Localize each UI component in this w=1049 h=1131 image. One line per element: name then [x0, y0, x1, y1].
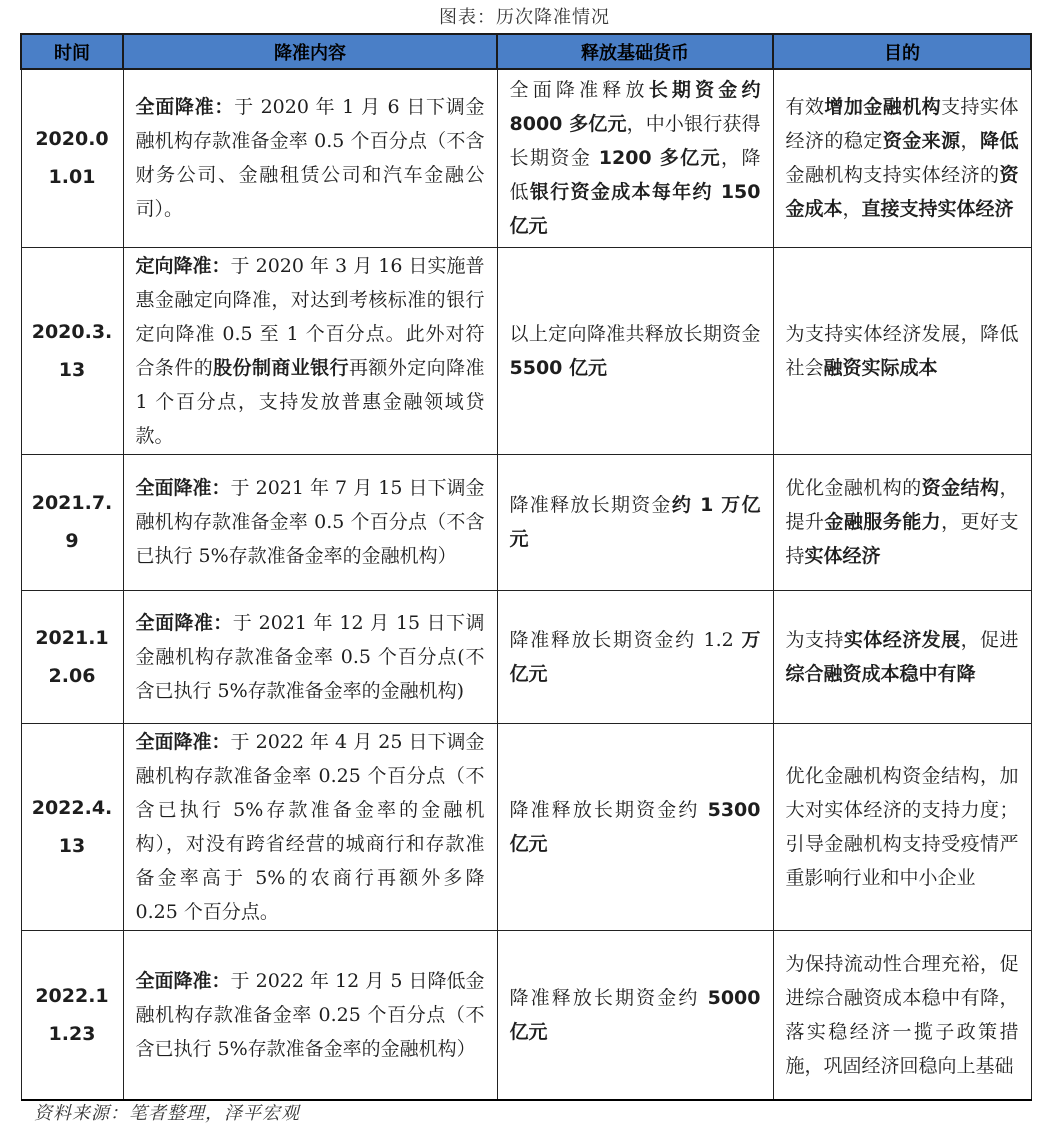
text-span: 于 2022 年 12 月 5 日降低金融机构存款准备金率 0.25 个百分点（不含已执行 5%存款准备金率的金融机构）: [135, 969, 485, 1060]
bold-text: 5500 亿元: [509, 356, 607, 379]
text-span: 于 2021 年 12 月 15 日下调金融机构存款准备金率 0.5 个百分点(不含已执行 5%存款准备金率的金融机构): [135, 611, 485, 702]
bold-text: 全面降准：: [135, 96, 235, 119]
bold-text: 融资实际成本: [823, 356, 938, 379]
bold-text: 实体经济: [804, 545, 881, 567]
table-row: [21, 590, 1031, 723]
purpose-cell: [773, 69, 1031, 247]
header-release: 释放基础货币: [497, 34, 773, 69]
content-cell: [123, 590, 497, 723]
release-cell: [497, 590, 773, 723]
text-span: 降准释放长期资金约: [509, 798, 708, 821]
bold-text: 万亿元: [509, 628, 761, 685]
bold-text: 资金来源: [882, 130, 961, 153]
bold-text: 直接支持实体经济: [861, 198, 1014, 221]
bold-text: 定向降准：: [135, 254, 231, 277]
bold-text: 全面降准：: [135, 477, 231, 499]
content-cell: [123, 454, 497, 590]
text-span: 降准释放长期资金: [509, 494, 672, 516]
date-cell: 2022.4.13: [21, 723, 123, 930]
purpose-cell: [773, 723, 1031, 930]
bold-text: 综合融资成本稳中有降: [785, 662, 976, 685]
bold-text: 资金结构: [921, 477, 1000, 499]
text-span: 金融机构支持实体经济的: [785, 164, 1000, 187]
text-span: 优化金融机构的: [785, 477, 922, 499]
text-span: 于 2020 年 1 月 6 日下调金融机构存款准备金率 0.5 个百分点（不含财务公司、金融租赁公司和汽车金融公司）。: [135, 96, 485, 221]
text-span: 再额外定向降准 1 个百分点，支持发放普惠金融领域贷款。: [135, 356, 485, 447]
release-cell: [497, 930, 773, 1100]
bold-text: 降低: [980, 130, 1019, 153]
table-row: [21, 247, 1031, 454]
date-cell: 2021.12.06: [21, 590, 123, 723]
date-cell: 2021.7.9: [21, 454, 123, 590]
date-cell: 2020.3.13: [21, 247, 123, 454]
text-span: 于 2020 年 3 月 16 日实施普惠金融定向降准，对达到考核标准的银行定向降准 0.5 至 1 个百分点。此外对符合条件的: [135, 254, 485, 379]
content-cell: [123, 930, 497, 1100]
header-purpose: 目的: [773, 34, 1031, 69]
purpose-cell: [773, 454, 1031, 590]
text-span: ，: [842, 198, 862, 221]
text-span: ，: [960, 130, 980, 153]
table-row: [21, 454, 1031, 590]
bold-text: 约 1 万亿元: [509, 494, 761, 550]
bold-text: 金融服务能力: [824, 511, 942, 533]
bold-text: 1200 多亿元: [598, 147, 722, 170]
text-span: 于 2021 年 7 月 15 日下调金融机构存款准备金率 0.5 个百分点（不含已执行 5%存款准备金率的金融机构）: [135, 477, 485, 567]
table-row: [21, 69, 1031, 247]
text-span: ，降低: [509, 147, 761, 204]
source-note: 资料来源：笔者整理，泽平宏观: [34, 1103, 300, 1124]
text-span: ，中小银行获得长期资金: [509, 113, 761, 170]
content-cell: [123, 69, 497, 247]
text-span: 于 2022 年 4 月 25 日下调金融机构存款准备金率 0.25 个百分点（不含已执行 5%存款准备金率的金融机构），对没有跨省经营的城商行和存款准备金率高于 5%的农商行再额外多降 0.25 个百分点。: [135, 730, 485, 923]
text-span: 为保持流动性合理充裕，促进综合融资成本稳中有降，落实稳经济一揽子政策措施，巩固经济回稳向上基础: [785, 952, 1019, 1077]
text-span: 以上定向降准共释放长期资金: [509, 322, 761, 345]
text-span: ，促进: [960, 628, 1019, 651]
bold-text: 全面降准：: [135, 611, 233, 634]
bold-text: 银行资金成本每年约 150 亿元: [509, 181, 761, 238]
text-span: 支持实体经济的稳定: [785, 96, 1019, 153]
text-span: ，更好支持: [785, 511, 1019, 567]
date-cell: 2022.11.23: [21, 930, 123, 1100]
text-span: 降准释放长期资金约: [509, 986, 708, 1009]
rrr-cut-table: [20, 33, 1032, 1101]
text-span: 为支持: [785, 628, 844, 651]
header-time: 时间: [21, 34, 123, 69]
release-cell: [497, 247, 773, 454]
text-span: 优化金融机构资金结构，加大对实体经济的支持力度；引导金融机构支持受疫情严重影响行业和中小企业: [785, 764, 1019, 889]
table-row: [21, 930, 1031, 1100]
release-cell: [497, 454, 773, 590]
header-content: 降准内容: [123, 34, 497, 69]
purpose-cell: [773, 930, 1031, 1100]
bold-text: 5300 亿元: [509, 798, 761, 855]
bold-text: 资金成本: [785, 164, 1019, 221]
release-cell: [497, 69, 773, 247]
date-cell: 2020.01.01: [21, 69, 123, 247]
purpose-cell: [773, 247, 1031, 454]
content-cell: [123, 247, 497, 454]
content-cell: [123, 723, 497, 930]
table-row: [21, 723, 1031, 930]
purpose-cell: [773, 590, 1031, 723]
bold-text: 股份制商业银行: [213, 356, 350, 379]
bold-text: 5000 亿元: [509, 986, 761, 1043]
text-span: 有效: [785, 96, 825, 119]
text-span: ，提升: [785, 477, 1019, 533]
bold-text: 长期资金约 8000 多亿元: [509, 79, 761, 136]
bold-text: 全面降准：: [135, 730, 231, 753]
text-span: 全面降准释放: [509, 79, 649, 102]
bold-text: 全面降准：: [135, 969, 231, 992]
text-span: 降准释放长期资金约 1.2: [509, 628, 742, 651]
table-caption: 图表：历次降准情况: [439, 7, 610, 28]
text-span: 为支持实体经济发展，降低社会: [785, 322, 1019, 379]
bold-text: 实体经济发展: [843, 628, 961, 651]
bold-text: 增加金融机构: [824, 96, 942, 119]
table-header-row: [21, 34, 1031, 69]
release-cell: [497, 723, 773, 930]
